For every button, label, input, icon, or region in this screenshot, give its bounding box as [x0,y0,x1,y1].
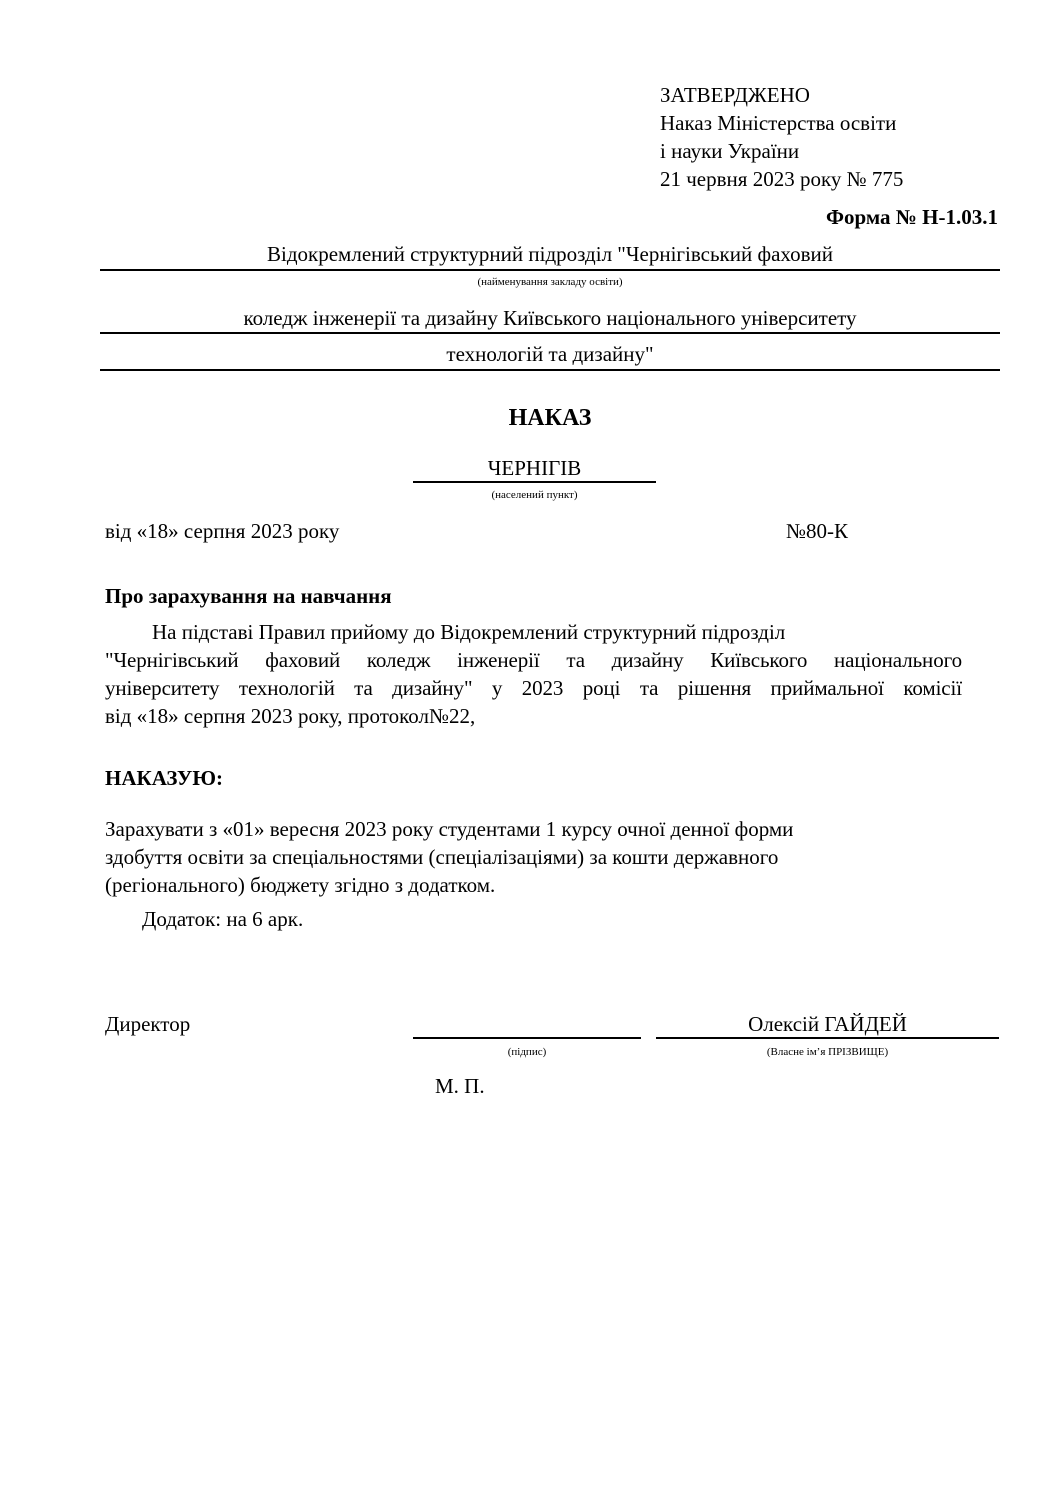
signatory-position: Директор [105,1012,191,1036]
institution-line-1: Відокремлений структурний підрозділ "Чернігівський фаховий [267,242,833,266]
city-caption: (населений пункт) [491,489,578,501]
basis-line: від «18» серпня 2023 року, протокол№22, [105,704,476,728]
approval-block [660,81,903,193]
order-date: від «18» серпня 2023 року [105,519,340,543]
signatory-name: Олексій ГАЙДЕЙ [748,1012,907,1036]
name-line [656,1037,999,1039]
approval-line: Наказ Міністерства освіти [660,111,897,135]
decree-line: (регіонального) бюджету згідно з додатком. [105,873,496,897]
form-number: Форма № Н-1.03.1 [826,205,998,229]
name-caption: (Власне ім’я ПРІЗВИЩЕ) [766,1046,889,1058]
signature-caption: (підпис) [507,1046,547,1058]
institution-line-2: коледж інженерії та дизайну Київського національного університету [243,306,857,330]
attachment-note: Додаток: на 6 арк. [142,907,304,931]
approval-line: ЗАТВЕРДЖЕНО [660,83,810,107]
institution-caption: (найменування закладу освіти) [477,276,623,288]
decree-heading: НАКАЗУЮ: [105,766,223,790]
divider [100,369,1000,371]
approval-line: 21 червня 2023 року № 775 [660,167,904,191]
order-city: ЧЕРНІГІВ [487,456,582,480]
divider [413,481,656,483]
divider [100,332,1000,334]
basis-line: університету технологій та дизайну" у 2023 році та рішення приймальної комісії [105,676,962,700]
basis-line: На підставі Правил прийому до Відокремлений структурний підрозділ [152,620,786,644]
decree-line: здобуття освіти за спеціальностями (спеціалізаціями) за кошти державного [105,845,779,869]
order-subject: Про зарахування на навчання [105,584,392,608]
approval-line: і науки України [660,139,800,163]
order-title: НАКАЗ [508,405,592,431]
decree-line: Зарахувати з «01» вересня 2023 року студентами 1 курсу очної денної форми [105,817,794,841]
stamp-place: М. П. [435,1074,485,1098]
signature-line [413,1037,641,1039]
order-number: №80-К [786,519,849,543]
institution-line-3: технологій та дизайну" [446,342,654,366]
basis-line: "Чернігівський фаховий коледж інженерії та дизайну Київського національного [105,648,962,672]
divider [100,269,1000,271]
